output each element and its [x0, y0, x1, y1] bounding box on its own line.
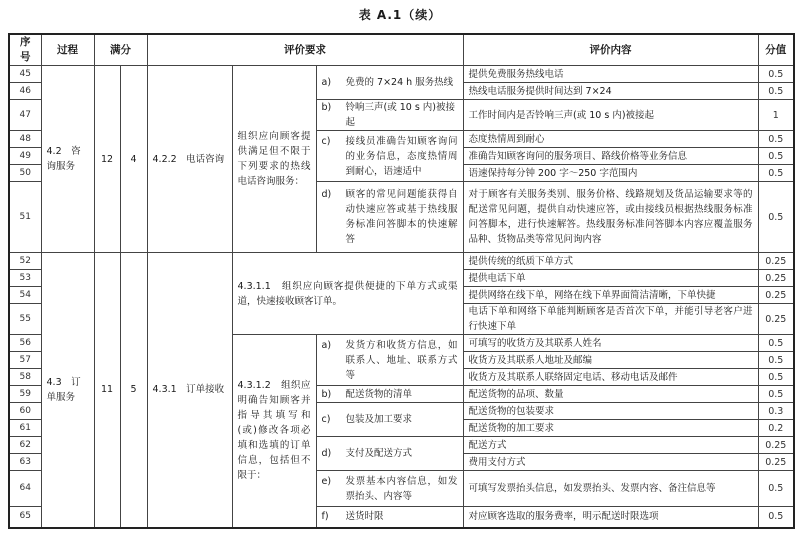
- content-cell: 准确告知顾客询问的服务项目、路线价格等业务信息: [463, 148, 758, 165]
- content-cell: 提供传统的纸质下单方式: [463, 253, 758, 270]
- sub-clause-cell: 4.3.1.2 组织应明确告知顾客并指导其填写和(或)修改各项必填和选填的订单信息，包括但不限于：: [232, 335, 316, 528]
- header-process: 过程: [41, 34, 94, 66]
- seq-cell: 64: [9, 471, 41, 507]
- item-text: 发票基本内容信息，如发票抬头、内容等: [345, 475, 458, 502]
- content-cell: 热线电话服务提供时间达到 7×24: [463, 83, 758, 100]
- table-row: [9, 253, 794, 270]
- value-cell: 0.5: [758, 471, 794, 507]
- value-cell: 0.5: [758, 165, 794, 182]
- requirement-item: [316, 386, 463, 403]
- item-text: 铃响三声(或 10 s 内)被接起: [345, 102, 456, 128]
- content-cell: 电话下单和网络下单能判断顾客是否首次下单，并能引导老客户进行快速下单: [463, 304, 758, 335]
- content-cell: 提供免费服务热线电话: [463, 66, 758, 83]
- evaluation-table: [8, 33, 795, 529]
- content-cell: 可填写的收货方及其联系人姓名: [463, 335, 758, 352]
- value-cell: 0.25: [758, 253, 794, 270]
- content-cell: 工作时间内是否铃响三声(或 10 s 内)被接起: [463, 100, 758, 131]
- item-label: b): [321, 388, 332, 400]
- content-cell: 费用支付方式: [463, 454, 758, 471]
- item-text: 免费的 7×24 h 服务热线: [345, 77, 454, 88]
- value-cell: 1: [758, 100, 794, 131]
- item-label: c): [321, 135, 331, 147]
- item-label: f): [321, 511, 329, 523]
- value-cell: 0.5: [758, 182, 794, 253]
- seq-cell: 51: [9, 182, 41, 253]
- value-cell: 0.25: [758, 287, 794, 304]
- requirement-item: [316, 437, 463, 471]
- item-text: 支付及配送方式: [345, 448, 413, 459]
- seq-cell: 47: [9, 100, 41, 131]
- process-cell: 4.2 咨询服务: [41, 66, 94, 253]
- seq-cell: 53: [9, 270, 41, 287]
- item-text: 送货时限: [345, 511, 384, 523]
- item-label: d): [321, 448, 332, 459]
- content-cell: 态度热情周到耐心: [463, 131, 758, 148]
- seq-cell: 48: [9, 131, 41, 148]
- value-cell: 0.5: [758, 352, 794, 369]
- seq-cell: 65: [9, 507, 41, 528]
- content-cell: 提供电话下单: [463, 270, 758, 287]
- content-cell: 对应顾客选取的服务费率，明示配送时限选项: [463, 507, 758, 528]
- content-cell: 收货方及其联系人地址及邮编: [463, 352, 758, 369]
- item-label: d): [321, 189, 332, 200]
- clause-cell: 4.3.1 订单接收: [147, 253, 232, 528]
- seq-cell: 45: [9, 66, 41, 83]
- header-row: [9, 34, 794, 66]
- item-text: 顾客的常见问题能获得自动快速应答或基于热线服务标准问答脚本的快速解答: [345, 189, 458, 245]
- seq-cell: 55: [9, 304, 41, 335]
- requirement-item: [316, 100, 463, 131]
- item-label: a): [321, 339, 332, 351]
- requirement-item: [316, 507, 463, 528]
- content-cell: 对于顾客有关服务类别、服务价格、线路规划及货品运输要求等的配送常见问题，提供自动快速应答，或由接线员根据热线服务标准问答脚本，进行快速解答。热线服务标准问答脚本内容应覆盖服务品种、货物品类等常见问询内容: [463, 182, 758, 253]
- value-cell: 0.2: [758, 420, 794, 437]
- value-cell: 0.25: [758, 454, 794, 471]
- seq-cell: 56: [9, 335, 41, 352]
- header-content: 评价内容: [463, 34, 758, 66]
- value-cell: 0.5: [758, 148, 794, 165]
- content-cell: 收货方及其联系人联络固定电话、移动电话及邮件: [463, 369, 758, 386]
- process-cell: 4.3 订单服务: [41, 253, 94, 528]
- header-requirement: 评价要求: [147, 34, 463, 66]
- content-cell: 配送货物的加工要求: [463, 420, 758, 437]
- requirement-item: [316, 335, 463, 386]
- table-title: 表 A.1（续）: [358, 8, 442, 22]
- seq-cell: 54: [9, 287, 41, 304]
- header-full-score: 满分: [94, 34, 147, 66]
- item-text: 配送货物的清单: [345, 388, 413, 400]
- item-text: 接线员准确告知顾客询问的业务信息，态度热情周到耐心，语速适中: [345, 135, 458, 177]
- seq-cell: 58: [9, 369, 41, 386]
- requirement-item: [316, 131, 463, 182]
- value-cell: 0.5: [758, 131, 794, 148]
- requirement-item: [316, 403, 463, 437]
- sub-score-cell: 5: [120, 253, 147, 528]
- item-label: c): [321, 414, 331, 425]
- seq-cell: 61: [9, 420, 41, 437]
- requirement-item: [316, 471, 463, 507]
- seq-cell: 57: [9, 352, 41, 369]
- value-cell: 0.5: [758, 335, 794, 352]
- content-cell: 语速保持每分钟 200 字～250 字范围内: [463, 165, 758, 182]
- header-seq: 序号: [9, 34, 41, 66]
- value-cell: 0.5: [758, 507, 794, 528]
- seq-cell: 49: [9, 148, 41, 165]
- seq-cell: 62: [9, 437, 41, 454]
- value-cell: 0.5: [758, 83, 794, 100]
- content-cell: 配送货物的包装要求: [463, 403, 758, 420]
- seq-cell: 52: [9, 253, 41, 270]
- value-cell: 0.5: [758, 66, 794, 83]
- item-label: e): [321, 475, 332, 487]
- content-cell: 配送货物的品项、数量: [463, 386, 758, 403]
- sub-score-cell: 4: [120, 66, 147, 253]
- seq-cell: 46: [9, 83, 41, 100]
- seq-cell: 59: [9, 386, 41, 403]
- item-label: a): [321, 77, 332, 88]
- value-cell: 0.25: [758, 270, 794, 287]
- sub-clause-cell: 4.3.1.1 组织应向顾客提供便捷的下单方式或渠道，快速接收顾客订单。: [232, 253, 463, 335]
- content-cell: 可填写发票抬头信息，如发票抬头、发票内容、备注信息等: [463, 471, 758, 507]
- value-cell: 0.25: [758, 437, 794, 454]
- clause-cell: 4.2.2 电话咨询: [147, 66, 232, 253]
- item-text: 发货方和收货方信息，如联系人、地址、联系方式等: [345, 339, 458, 381]
- item-text: 包装及加工要求: [345, 414, 413, 425]
- requirement-item: [316, 66, 463, 100]
- full-score-cell: 11: [94, 253, 120, 528]
- content-cell: 配送方式: [463, 437, 758, 454]
- value-cell: 0.5: [758, 386, 794, 403]
- item-label: b): [321, 102, 332, 113]
- seq-cell: 60: [9, 403, 41, 420]
- clause-desc-cell: 组织应向顾客提供满足但不限于下列要求的热线电话咨询服务：: [232, 66, 316, 253]
- full-score-cell: 12: [94, 66, 120, 253]
- value-cell: 0.5: [758, 369, 794, 386]
- value-cell: 0.25: [758, 304, 794, 335]
- content-cell: 提供网络在线下单，网络在线下单界面简洁清晰，下单快捷: [463, 287, 758, 304]
- seq-cell: 50: [9, 165, 41, 182]
- header-value: 分值: [758, 34, 794, 66]
- table-row: [9, 66, 794, 83]
- seq-cell: 63: [9, 454, 41, 471]
- value-cell: 0.3: [758, 403, 794, 420]
- requirement-item: [316, 182, 463, 253]
